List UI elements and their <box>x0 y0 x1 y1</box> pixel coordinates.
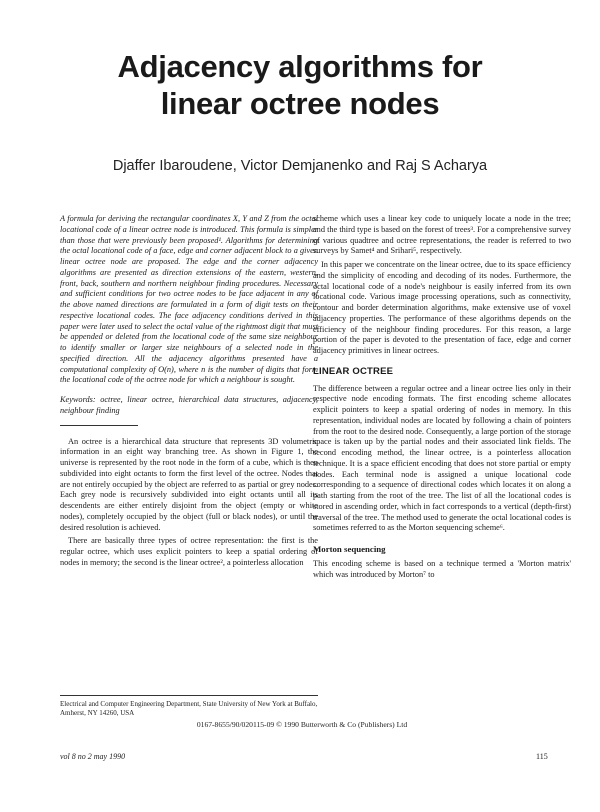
abstract <box>60 214 318 417</box>
linear-octree-paragraph: The difference between a regular octree and a linear octree lies only in their respective node encoding formats. The first encoding scheme allocates explicit pointers to keep a spatial ordering of nodes in memory. In this representation, individual nodes are located by following a chain of pointers from the root to the desired node. Consequently, a large portion of the storage space is taken up by the partial nodes and their associated link fields. The second encoding method, the linear octree, is a pointerless allocation technique. It is a space efficient encoding that does not store partial or empty nodes. Each terminal node is assigned a unique locational code corresponding to a sequence of directional codes which locates it on along a path starting from the root of the tree. The list of all the locational codes is stored in ascending order, which in fact corresponds to a vertical (depth-first) traversal of the tree. The method used to generate the octal locational codes is sometimes referred to as the Morton sequencing scheme⁶. <box>313 383 571 533</box>
keywords: Keywords: octree, linear octree, hierarchical data structures, adjacency, neighbour finding <box>60 395 318 415</box>
page-number: 115 <box>536 752 548 761</box>
left-column <box>60 214 318 572</box>
paper-title-line-1: Adjacency algorithms for <box>117 49 483 84</box>
paper-title-line-2: linear octree nodes <box>160 86 440 121</box>
intro-paragraph-1: An octree is a hierarchical data structure that represents 3D volumetric information in an eight way branching tree. As shown in Figure 1, the universe is represented by the root node in the form of a cube, which is then subdivided into eight octants to form the first level of the octree. Nodes that are not entirely occupied by the object are referred to as partial or grey nodes. Each grey node is recursively subdivided into eight octants until all its descendents are either entirely disjoint from the object (empty or white nodes), completely occupied by the object (full or black nodes), or until the desired resolution is achieved. <box>60 436 318 532</box>
subsection-heading-morton: Morton sequencing <box>313 544 386 554</box>
right-paragraph-2: In this paper we concentrate on the linear octree, due to its space efficiency and the simplicity of encoding and decoding of its nodes. Furthermore, the octal locational code of a node's neighbour is easily inferred from its own locational code. Various image processing operations, such as connectivity, contour and border determination algorithms, make extensive use of voxel adjacency properties. The performance of these algorithms depends on the efficiency of the neighbour finding procedures. For this reason, a large portion of the paper is devoted to the presentation of face, edge and corner adjacency primitives in linear octrees. <box>313 260 571 355</box>
intro-paragraph-2: There are basically three types of octree representation: the first is the regular octree, which uses explicit pointers to keep a spatial ordering of nodes in memory; the second is the linear octree², a pointerless allocation <box>60 536 318 567</box>
right-column <box>313 214 571 583</box>
paper-title <box>0 48 600 122</box>
morton-paragraph: This encoding scheme is based on a technique termed a 'Morton matrix' which was introduced by Morton⁷ to <box>313 558 571 579</box>
right-paragraph-1: scheme which uses a linear key code to uniquely locate a node in the tree; and the third type is based on the forest of trees³. For a comprehensive survey of various quadtree and octree representations, the reader is referred to two surveys by Samet⁴ and Srihari⁵, respectively. <box>313 214 571 256</box>
section-heading-linear-octree: LINEAR OCTREE <box>313 365 394 377</box>
journal-issue: vol 8 no 2 may 1990 <box>60 752 126 761</box>
abstract-divider <box>60 425 138 426</box>
copyright-line: 0167-8655/90/020115-09 © 1990 Butterworth & Co (Publishers) Ltd <box>196 720 408 729</box>
author-affiliation: Electrical and Computer Engineering Department, State University of New York at Buffalo, Amherst, NY 14260, USA <box>60 695 318 718</box>
author-list: Djaffer Ibaroudene, Victor Demjanenko and Raj S Acharya <box>112 158 488 174</box>
abstract-text: A formula for deriving the rectangular coordinates X, Y and Z from the octal locational code of a linear octree node is introduced. This formula is simpler than those that were previously been proposed¹. Algorithms for determining the octal locational code of a face, edge and corner adjacent block to a given linear octree node are proposed. The edge and the corner adjacency algorithms are presented as direction extensions of the eastern, western, front, back, southern and northern neighbour finding procedures. Necessary and sufficient conditions for two octree nodes to be face adjacent in any of the above named directions are formulated in a form of digit tests on their respective locational codes. The face adjacency conditions derived in this paper were later used to select the octal value of the rightmost digit that must be appended or deleted from the locational code of the same size neighbour to identify smaller or larger size neighbours of a selected node in the specified direction. All the adjacency algorithms presented have a computational complexity of O(n), where n is the number of digits that form the locational code of the octree node for which a neighbour is sought. <box>60 214 318 385</box>
